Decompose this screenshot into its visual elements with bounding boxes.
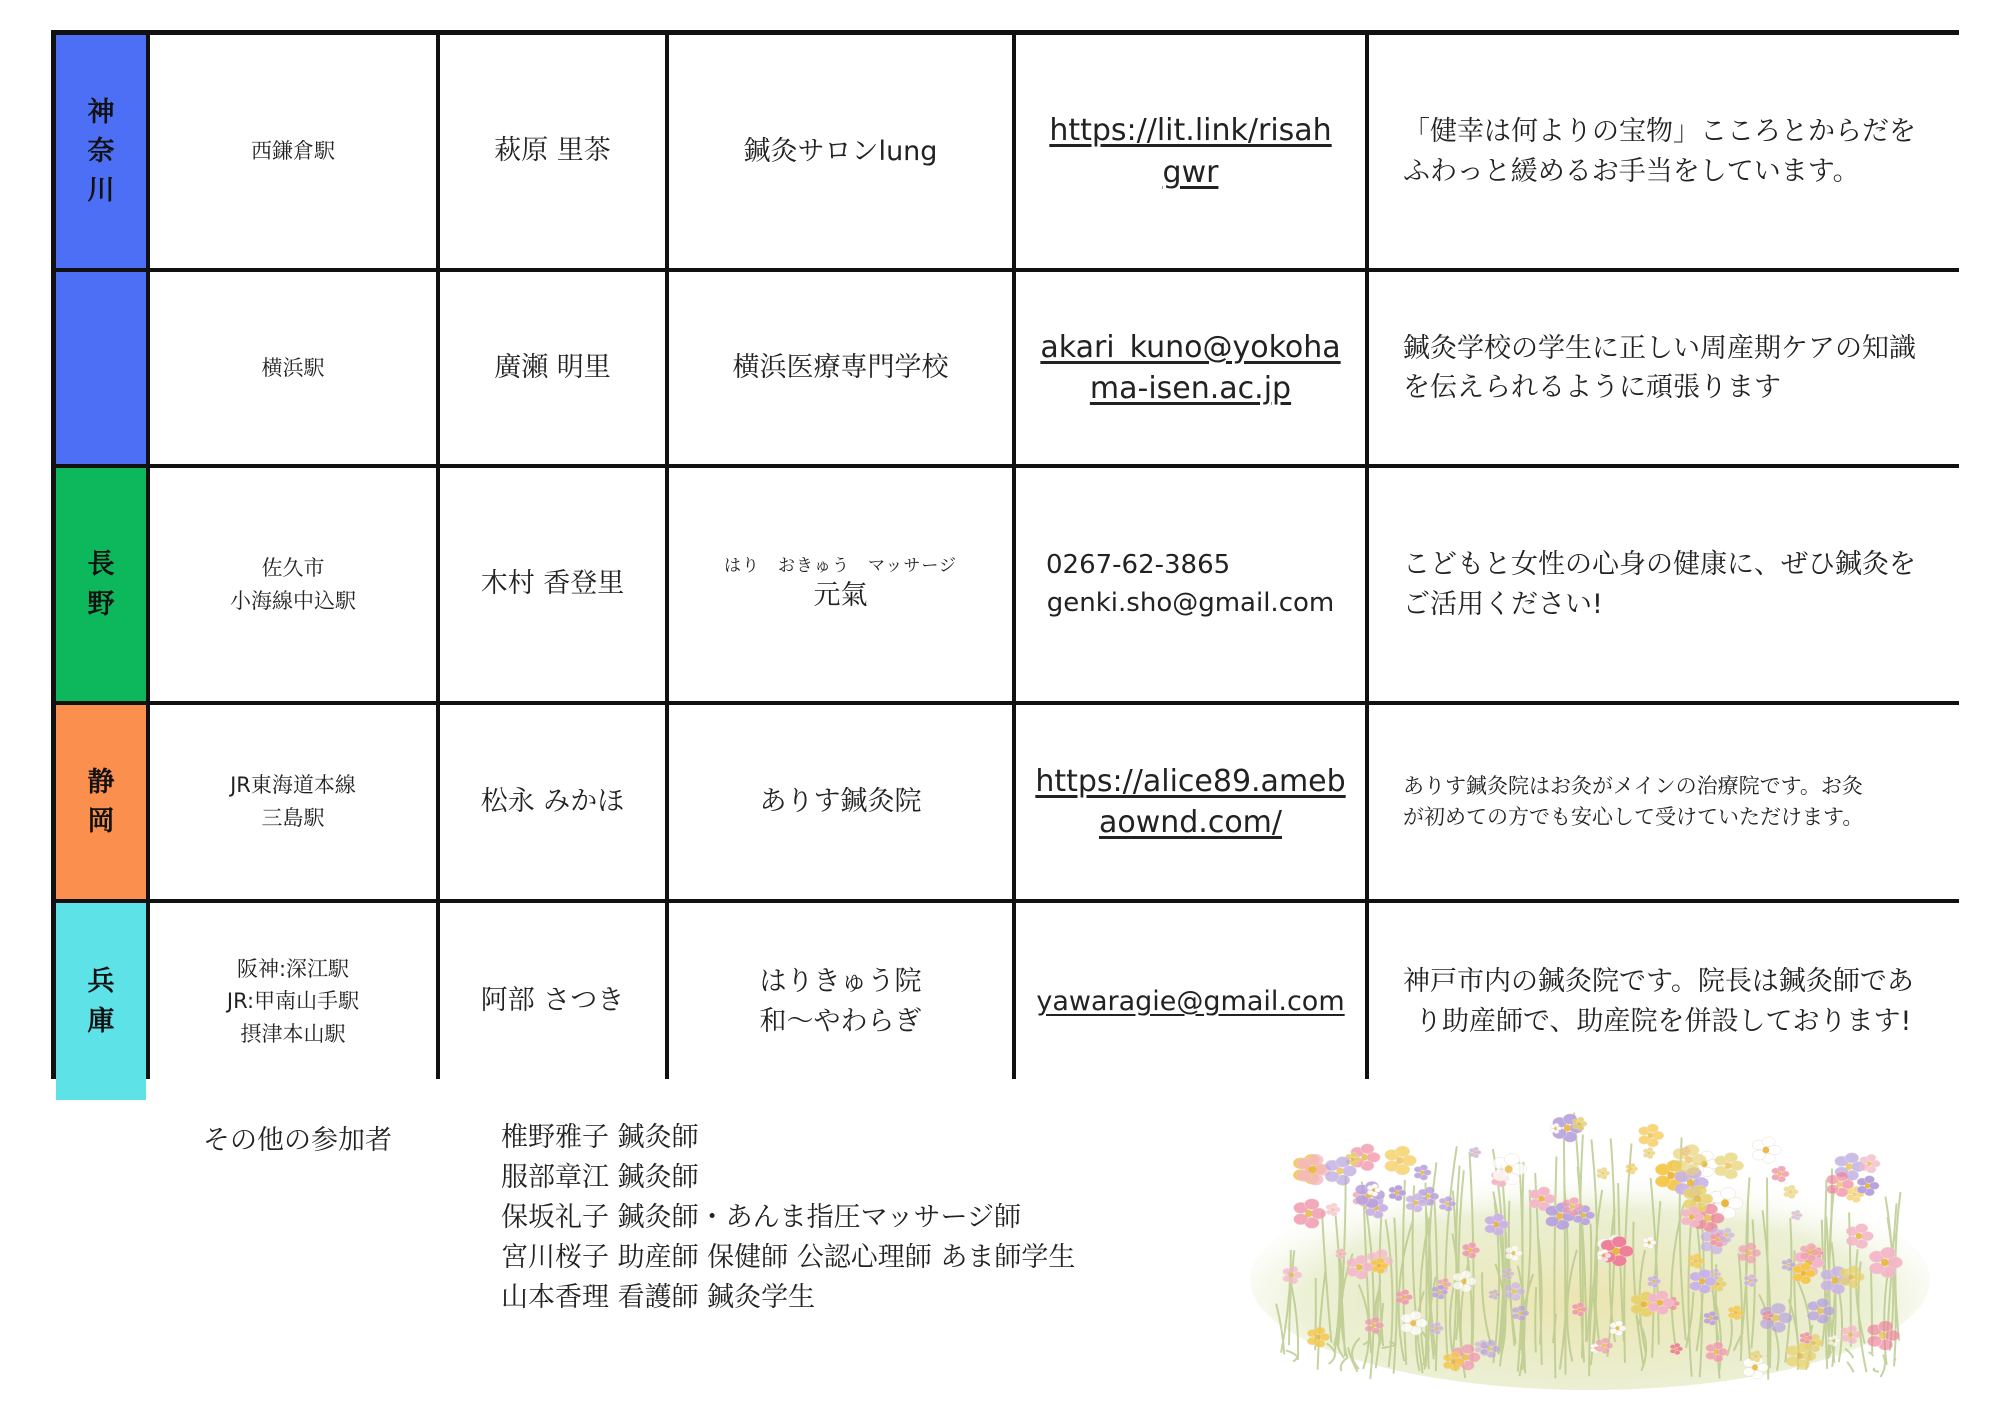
contact-link-line: ma-isen.ac.jp — [1089, 371, 1292, 406]
email-address[interactable]: genki.sho@gmail.com — [1046, 587, 1335, 618]
description-cell — [1369, 35, 1984, 268]
participants-table — [51, 30, 1959, 1079]
prefecture-cell-kanagawa-continued — [56, 272, 146, 464]
prefecture-char: 静 — [87, 766, 115, 798]
description-cell — [1369, 705, 1984, 899]
name-cell — [440, 35, 665, 268]
practitioner-name: 木村 香登里 — [480, 568, 625, 600]
practitioner-name: 萩原 里茶 — [494, 135, 611, 167]
station-line: 佐久市 — [261, 555, 325, 580]
station-line: JR東海道本線 — [230, 773, 356, 798]
station-cell — [150, 468, 436, 701]
station-line: 横浜駅 — [261, 355, 325, 380]
clinic-name: はりきゅう院 — [759, 966, 922, 998]
clinic-cell — [669, 35, 1012, 268]
description-cell — [1369, 272, 1984, 464]
station-line: 阪神:深江駅 — [236, 956, 350, 981]
name-cell — [440, 272, 665, 464]
contact-link-line: https://lit.link/risah — [1049, 113, 1332, 149]
contact-email-link[interactable] — [1022, 327, 1358, 410]
practitioner-name: 阿部 さつき — [480, 985, 625, 1017]
description-cell — [1369, 903, 1984, 1100]
clinic-cell — [669, 903, 1012, 1100]
contact-cell — [1016, 272, 1365, 464]
contact-link-line: aownd.com/ — [1098, 805, 1283, 840]
other-participants-list — [501, 1118, 1075, 1318]
participant-entry: 服部章江 鍼灸師 — [501, 1162, 699, 1193]
description-line: 神戸市内の鍼灸院です。院長は鍼灸師であ — [1403, 966, 1914, 998]
description-line: り助産師で、助産院を併設しております! — [1415, 1005, 1912, 1037]
station-cell — [150, 705, 436, 899]
clinic-cell — [669, 468, 1012, 701]
prefecture-cell-shizuoka — [56, 705, 146, 899]
description-cell — [1369, 468, 1984, 701]
contact-link-line: https://alice89.ameb — [1035, 763, 1346, 799]
description-line: 「健幸は何よりの宝物」こころとからだを — [1403, 116, 1916, 148]
prefecture-char: 奈 — [87, 135, 115, 167]
clinic-ruby: はり おきゅう マッサージ — [724, 555, 957, 576]
prefecture-char: 兵 — [87, 966, 115, 998]
contact-link[interactable] — [1031, 110, 1349, 193]
station-line: JR:甲南山手駅 — [226, 989, 360, 1014]
prefecture-char: 長 — [87, 549, 115, 581]
clinic-cell — [669, 705, 1012, 899]
clinic-cell — [669, 272, 1012, 464]
flower-field-illustration — [1240, 1090, 1940, 1390]
prefecture-cell-hyogo — [56, 903, 146, 1100]
description-line: 鍼灸学校の学生に正しい周産期ケアの知識 — [1403, 332, 1916, 364]
clinic-name: 鍼灸サロンlung — [743, 135, 938, 167]
clinic-name: 元氣 — [813, 580, 868, 612]
station-line: 摂津本山駅 — [240, 1021, 346, 1046]
contact-email-link[interactable] — [1018, 983, 1362, 1020]
practitioner-name: 廣瀬 明里 — [494, 351, 611, 383]
contact-link[interactable] — [1017, 761, 1363, 844]
contact-cell — [1016, 903, 1365, 1100]
name-cell — [440, 705, 665, 899]
participant-entry: 山本香理 看護師 鍼灸学生 — [501, 1282, 816, 1313]
station-line: 西鎌倉駅 — [251, 139, 335, 164]
prefecture-char: 川 — [87, 175, 115, 207]
description-line: こどもと女性の心身の健康に、ぜひ鍼灸を — [1403, 549, 1916, 581]
station-line: 小海線中込駅 — [230, 588, 356, 613]
station-cell — [150, 272, 436, 464]
participant-entry: 保坂礼子 鍼灸師・あんま指圧マッサージ師 — [501, 1202, 1021, 1233]
contact-link-line: akari_kuno@yokoha — [1040, 329, 1341, 365]
participant-entry: 宮川桜子 助産師 保健師 公認心理師 あま師学生 — [501, 1242, 1076, 1273]
name-cell — [440, 468, 665, 701]
description-line: ふわっと緩めるお手当をしています。 — [1403, 155, 1860, 187]
contact-cell — [1016, 468, 1365, 701]
prefecture-char: 庫 — [87, 1005, 115, 1037]
prefecture-char: 神 — [87, 96, 115, 128]
name-cell — [440, 903, 665, 1100]
station-line: 三島駅 — [261, 806, 325, 830]
prefecture-cell-kanagawa — [56, 35, 146, 268]
clinic-name: 横浜医療専門学校 — [732, 352, 949, 384]
description-line: を伝えられるように頑張ります — [1403, 372, 1781, 403]
prefecture-cell-nagano — [56, 468, 146, 701]
prefecture-char: 野 — [87, 588, 115, 620]
station-cell — [150, 903, 436, 1100]
description-line: ありす鍼灸院はお灸がメインの治療院です。お灸 — [1403, 773, 1863, 798]
participant-entry: 椎野雅子 鍼灸師 — [501, 1122, 699, 1153]
description-line: が初めての方でも安心して受けていただけます。 — [1403, 805, 1864, 829]
contact-link-line: yawaragie@gmail.com — [1036, 985, 1345, 1017]
phone-number[interactable]: 0267-62-3865 — [1046, 549, 1231, 580]
clinic-name: 和〜やわらぎ — [759, 1005, 922, 1037]
contact-cell — [1016, 35, 1365, 268]
station-cell — [150, 35, 436, 268]
other-participants-label: その他の参加者 — [203, 1125, 392, 1156]
clinic-name: ありす鍼灸院 — [759, 786, 922, 818]
description-line: ご活用ください! — [1403, 588, 1603, 620]
prefecture-char: 岡 — [87, 806, 115, 837]
practitioner-name: 松永 みかほ — [480, 785, 625, 817]
contact-cell — [1016, 705, 1365, 899]
contact-link-line: gwr — [1162, 154, 1219, 190]
